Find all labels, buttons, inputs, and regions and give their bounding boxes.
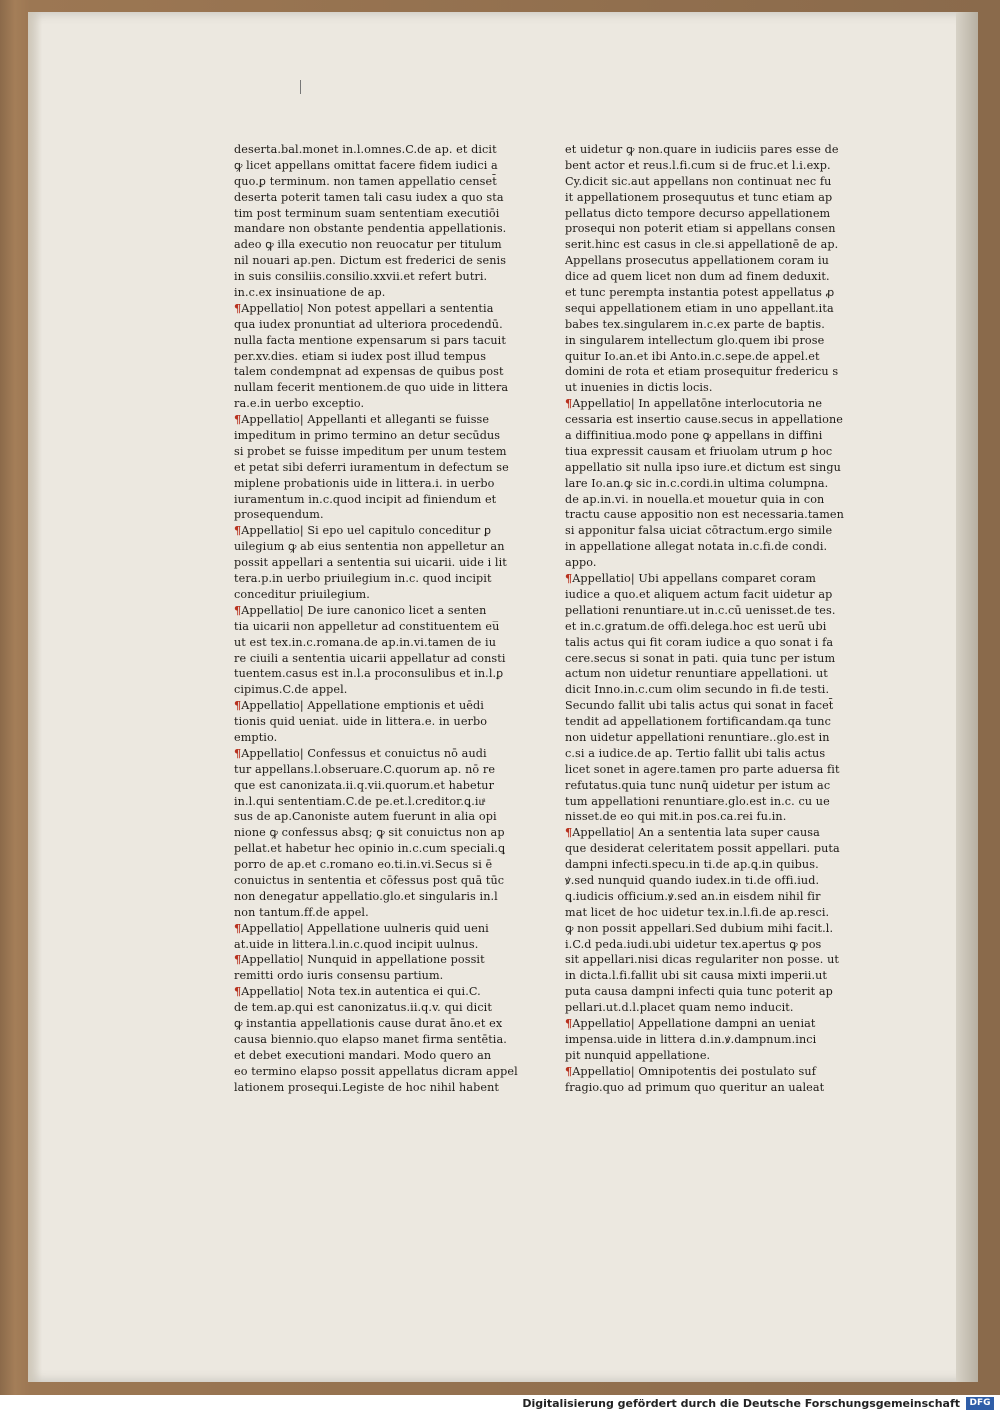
text-line: a diffinitiua.modo pone ꝙ appellans in diffini xyxy=(565,429,823,443)
text-line: tractu cause appositio non est necessaria.tamen xyxy=(565,508,844,522)
text-line: non uidetur appellationi renuntiare..glo.est in xyxy=(565,730,830,744)
text-line: nulla facta mentione expensarum si pars tacuit xyxy=(234,333,506,347)
text-line: ut inuenies in dictis locis. xyxy=(565,381,713,395)
text-line: cipimus.C.de appel. xyxy=(234,683,348,697)
text-line: tia uicarii non appelletur ad constituentem eu̅ xyxy=(234,619,500,633)
text-line: nil nouari ap.pen. Dictum est frederici de senis xyxy=(234,254,507,268)
text-line: et debet executioni mandari. Modo quero an xyxy=(234,1048,492,1062)
text-line: domini de rota et etiam prosequitur fredericu s xyxy=(565,365,839,379)
text-line: mat licet de hoc uidetur tex.in.l.fi.de ap.resci. xyxy=(565,905,830,919)
text-line-body: Appellatio| In appellatōne interlocutoria ne xyxy=(572,397,823,411)
text-line: que est canonizata.ii.q.vii.quorum.et habetur xyxy=(234,778,495,792)
text-line xyxy=(234,603,524,619)
text-line-body: Appellatio| Si epo uel capitulo conceditur ꝑ xyxy=(241,524,492,538)
text-line: quo.ꝑ terminum. non tamen appellatio censet̄ xyxy=(234,174,497,188)
text-line xyxy=(234,746,524,762)
text-line xyxy=(234,412,524,428)
rubric-pilcrow: ¶ xyxy=(234,952,242,967)
text-line: iudice a quo.et aliquem actum facit uidetur ap xyxy=(565,587,833,601)
text-line: que desiderat celeritatem possit appellari. puta xyxy=(565,842,840,856)
text-line: tim post terminum suam sententiam executiōi xyxy=(234,206,500,220)
text-line: pellari.ut.d.l.placet quam nemo inducit. xyxy=(565,1001,794,1015)
right-text-column xyxy=(565,142,860,1095)
text-line: miplene probationis uide in littera.i. in uerbo xyxy=(234,476,495,490)
rubric-pilcrow: ¶ xyxy=(565,1063,573,1078)
text-line: nullam fecerit mentionem.de quo uide in littera xyxy=(234,381,509,395)
text-line: ut est tex.in.c.romana.de ap.in.vi.tamen de iu xyxy=(234,635,497,649)
text-line xyxy=(234,301,524,317)
text-line: deserta poterit tamen tali casu iudex a quo sta xyxy=(234,190,504,204)
text-line: in singularem intellectum glo.quem ibi prose xyxy=(565,333,825,347)
text-line: eo termino elapso possit appellatus dicram appel xyxy=(234,1064,518,1078)
text-line: appo. xyxy=(565,556,597,570)
text-line: ꝙ licet appellans omittat facere fidem iudici a xyxy=(234,158,498,172)
text-line: cessaria est insertio cause.secus in appellatione xyxy=(565,413,843,427)
text-line: lare Io.an.ꝙ sic in.c.cordi.in ultima columpna. xyxy=(565,476,829,490)
text-line: talem condempnat ad expensas de quibus post xyxy=(234,365,504,379)
text-line: et in.c.gratum.de offi.delega.hoc est uerū ubi xyxy=(565,619,827,633)
rubric-pilcrow: ¶ xyxy=(234,602,242,617)
text-line: emptio. xyxy=(234,730,278,744)
text-line: in suis consiliis.consilio.xxvii.et refert butri. xyxy=(234,270,488,284)
text-line-body: Appellatio| Appellatione emptionis et uēdi xyxy=(241,699,484,713)
text-line: conceditur priuilegium. xyxy=(234,587,370,601)
text-line: appellatio sit nulla ipso iure.et dictum est singu xyxy=(565,460,841,474)
text-line: in.c.ex insinuatione de ap. xyxy=(234,286,386,300)
text-line: prosequi non poterit etiam si appellans consen xyxy=(565,222,836,236)
text-line: impensa.uide in littera d.in.ꝟ.dampnum.inci xyxy=(565,1032,817,1046)
text-line xyxy=(565,1016,860,1032)
text-line: per.xv.dies. etiam si iudex post illud tempus xyxy=(234,349,487,363)
text-line xyxy=(565,571,860,587)
text-line-body: Appellatio| Appellatione dampni an ueniat xyxy=(572,1016,816,1030)
text-line-body: Appellatio| Appellanti et alleganti se fuisse xyxy=(241,413,490,427)
text-line: Cy.dicit sic.aut appellans non continuat nec fu xyxy=(565,174,832,188)
rubric-pilcrow: ¶ xyxy=(234,523,242,538)
text-line: tendit ad appellationem fortificandam.qa tunc xyxy=(565,715,831,729)
text-line: tum appellationi renuntiare.glo.est in.c. cu ue xyxy=(565,794,830,808)
text-line: sit appellari.nisi dicas regulariter non posse. ut xyxy=(565,953,839,967)
text-line: Secundo fallit ubi talis actus qui sonat in facet̄ xyxy=(565,699,834,713)
text-line: cere.secus si sonat in pati. quia tunc per istum xyxy=(565,651,836,665)
text-line: in.l.qui sententiam.C.de pe.et.l.creditor.ꝗ.iuͣ xyxy=(234,794,485,808)
text-line: babes tex.singularem in.c.ex parte de baptis. xyxy=(565,317,825,331)
left-text-column xyxy=(234,142,524,1095)
rubric-pilcrow: ¶ xyxy=(234,698,242,713)
text-line: adeo ꝙ illa executio non reuocatur per titulum xyxy=(234,238,502,252)
text-line: puta causa dampni infecti quia tunc poterit ap xyxy=(565,985,833,999)
text-line xyxy=(234,952,524,968)
text-line: si probet se fuisse impeditum per unum testem xyxy=(234,444,507,458)
text-line: quitur Io.an.et ibi Anto.in.c.sepe.de appel.et xyxy=(565,349,820,363)
text-line-body: Appellatio| Appellatione uulneris quid ueni xyxy=(241,921,489,935)
text-line: talis actus qui fit coram iudice a quo sonat i fa xyxy=(565,635,834,649)
text-line-body: Appellatio| Non potest appellari a sententia xyxy=(241,301,494,315)
rubric-pilcrow: ¶ xyxy=(565,825,573,840)
text-line: non denegatur appellatio.glo.et singularis in.l xyxy=(234,889,498,903)
funding-credit: Digitalisierung gefördert durch die Deutsche Forschungsgemeinschaft xyxy=(522,1397,960,1410)
text-line: tiua expressit causam et friuolam utrum ꝑ hoc xyxy=(565,444,833,458)
text-line: deserta.bal.monet in.l.omnes.C.de ap. et dicit xyxy=(234,143,497,156)
text-line: it appellationem prosequutus et tunc etiam ap xyxy=(565,190,833,204)
text-line: de tem.ap.qui est canonizatus.ii.q.v. qui dicit xyxy=(234,1001,492,1015)
text-line xyxy=(565,825,860,841)
text-line xyxy=(234,921,524,937)
text-line xyxy=(234,984,524,1000)
page-gutter xyxy=(28,12,42,1382)
text-line: licet sonet in agere.tamen pro parte aduersa fit xyxy=(565,762,840,776)
text-line: lationem prosequi.Legiste de hoc nihil habent xyxy=(234,1080,500,1094)
text-line-body: Appellatio| Confessus et conuictus nō audi xyxy=(241,746,487,760)
text-line: nione ꝙ confessus absq; ꝙ sit conuictus non ap xyxy=(234,826,505,840)
text-line: ꝟ.sed nunquid quando iudex.in ti.de offi.iud. xyxy=(565,873,820,887)
text-line: in appellatione allegat notata in.c.fi.de condi. xyxy=(565,540,828,554)
text-line-body: Appellatio| De iure canonico licet a senten xyxy=(241,603,487,617)
text-line: tera.p.in uerbo priuilegium in.c. quod incipit xyxy=(234,572,492,586)
text-line: actum non uidetur renuntiare appellationi. ut xyxy=(565,667,828,681)
text-line: in dicta.l.fi.fallit ubi sit causa mixti imperii.ut xyxy=(565,969,828,983)
text-line: tur appellans.l.obseruare.C.quorum ap. nō re xyxy=(234,762,496,776)
text-line: impeditum in primo termino an detur secūdus xyxy=(234,429,501,443)
text-line: pellationi renuntiare.ut in.c.cū uenisset.de tes. xyxy=(565,603,836,617)
text-line: dicit Inno.in.c.cum olim secundo in fi.de testi. xyxy=(565,683,830,697)
text-line: iuramentum in.c.quod incipit ad finiendum et xyxy=(234,492,497,506)
text-line: porro de ap.et c.romano eo.ti.in.vi.Secus si ē xyxy=(234,858,493,872)
text-line: pit nunquid appellatione. xyxy=(565,1048,711,1062)
text-line: non tantum.ff.de appel. xyxy=(234,905,369,919)
text-line-body: Appellatio| Omnipotentis dei postulato suf xyxy=(572,1064,816,1078)
text-line: fragio.quo ad primum quo queritur an ualeat xyxy=(565,1080,825,1094)
text-line-body: Appellatio| Ubi appellans comparet coram xyxy=(572,572,816,586)
text-line: ꝙ non possit appellari.Sed dubium mihi facit.l. xyxy=(565,921,834,935)
rubric-pilcrow: ¶ xyxy=(234,412,242,427)
footer-bar xyxy=(0,1395,1000,1413)
text-line: dampni infecti.specu.in ti.de ap.ꝗ.in quibus. xyxy=(565,858,819,872)
text-line: Appellans prosecutus appellationem coram iu xyxy=(565,254,829,268)
text-line: ꝙ instantia appellationis cause durat āno.et ex xyxy=(234,1016,503,1030)
text-line: causa biennio.quo elapso manet firma sentētia. xyxy=(234,1032,507,1046)
text-line: et uidetur ꝙ non.quare in iudiciis pares esse de xyxy=(565,143,839,156)
text-line-body: Appellatio| Nunquid in appellatione possit xyxy=(241,953,485,967)
text-line xyxy=(234,698,524,714)
text-line xyxy=(565,396,860,412)
text-line: si apponitur falsa uiciat cōtractum.ergo simile xyxy=(565,524,833,538)
text-line: bent actor et reus.l.fi.cum si de fruc.et l.i.exp. xyxy=(565,158,831,172)
text-line: ra.e.in uerbo exceptio. xyxy=(234,397,365,411)
text-line: et petat sibi deferri iuramentum in defectum se xyxy=(234,460,509,474)
rubric-pilcrow: ¶ xyxy=(234,984,242,999)
text-line: ꝗ.iudicis officium.ꝟ.sed an.in eisdem nihil fir xyxy=(565,889,821,903)
text-line: nisset.de eo qui mit.in pos.ca.rei fu.in. xyxy=(565,810,787,824)
text-line xyxy=(234,523,524,539)
text-line: et tunc perempta instantia potest appellatus ꝓ xyxy=(565,286,835,300)
text-line-body: Appellatio| An a sententia lata super causa xyxy=(572,826,820,840)
text-line: sus de ap.Canoniste autem fuerunt in alia opi xyxy=(234,810,497,824)
page-edge xyxy=(956,12,978,1382)
text-line: prosequendum. xyxy=(234,508,324,522)
dfg-logo: DFG xyxy=(966,1397,994,1410)
text-line: qua iudex pronuntiat ad ulteriora procedendū. xyxy=(234,317,503,331)
text-line: de ap.in.vi. in nouella.et mouetur quia in con xyxy=(565,492,825,506)
text-line: mandare non obstante pendentia appellationis. xyxy=(234,222,507,236)
text-line: possit appellari a sententia sui uicarii. uide i lit xyxy=(234,556,507,570)
text-line xyxy=(565,1064,860,1080)
text-line: remitti ordo iuris consensu partium. xyxy=(234,969,444,983)
rubric-pilcrow: ¶ xyxy=(565,396,573,411)
text-line: uilegium ꝙ ab eius sententia non appelletur an xyxy=(234,540,505,554)
text-line: sequi appellationem etiam in uno appellant.ita xyxy=(565,301,834,315)
text-line: dice ad quem licet non dum ad finem deduxit. xyxy=(565,270,830,284)
text-line: re ciuili a sententia uicarii appellatur ad consti xyxy=(234,651,506,665)
text-line: refutatus.quia tunc nunq̄ uidetur per istum ac xyxy=(565,778,831,792)
text-line: i.C.d peda.iudi.ubi uidetur tex.apertus ꝙ pos xyxy=(565,937,822,951)
text-line: at.uide in littera.l.in.c.quod incipit uulnus. xyxy=(234,937,479,951)
text-line-body: Appellatio| Nota tex.in autentica ei qui.C. xyxy=(241,985,481,999)
text-line: c.si a iudice.de ap. Tertio fallit ubi talis actus xyxy=(565,746,826,760)
text-line: pellatus dicto tempore decurso appellationem xyxy=(565,206,831,220)
page-mark xyxy=(300,80,301,94)
text-line: serit.hinc est casus in cle.si appellationē de ap. xyxy=(565,238,839,252)
rubric-pilcrow: ¶ xyxy=(565,1015,573,1030)
rubric-pilcrow: ¶ xyxy=(565,571,573,586)
text-line: pellat.et habetur hec opinio in.c.cum speciali.ꝗ xyxy=(234,842,506,856)
rubric-pilcrow: ¶ xyxy=(234,300,242,315)
rubric-pilcrow: ¶ xyxy=(234,745,242,760)
text-line: tuentem.casus est in.l.a proconsulibus et in.l.ꝑ xyxy=(234,667,504,681)
rubric-pilcrow: ¶ xyxy=(234,920,242,935)
text-line: conuictus in sententia et cōfessus post quā tūc xyxy=(234,873,505,887)
text-line: tionis quid ueniat. uide in littera.e. in uerbo xyxy=(234,715,488,729)
